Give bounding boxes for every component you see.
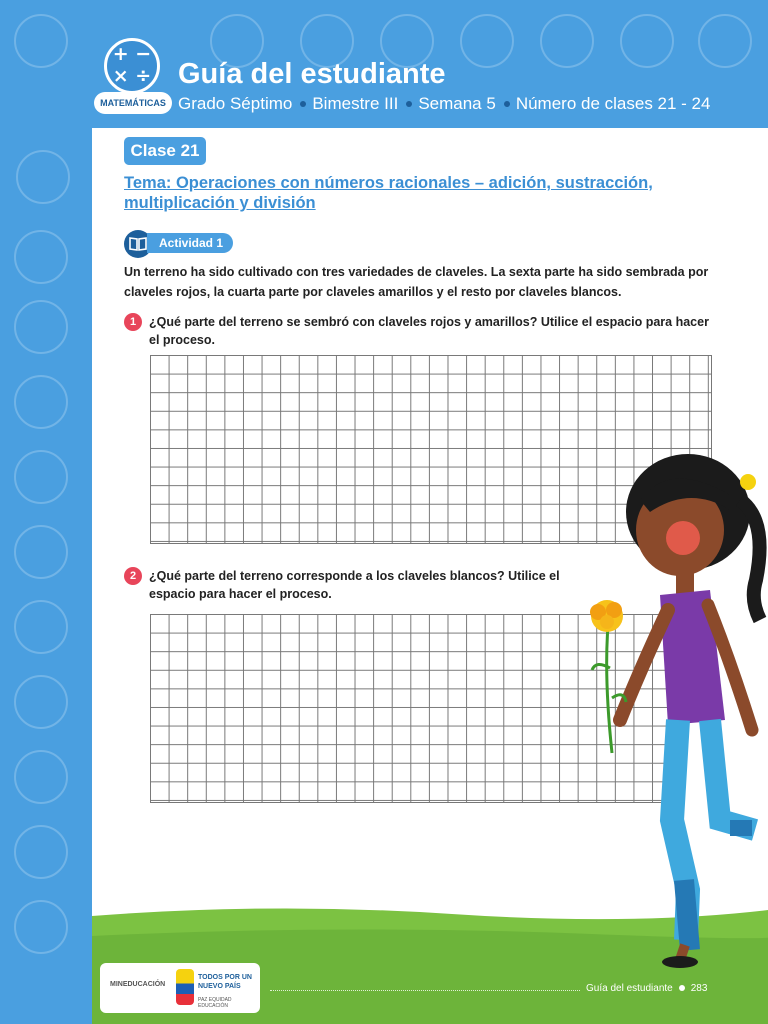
subject-label: MATEMÁTICAS bbox=[94, 92, 172, 114]
separator-dot bbox=[406, 101, 412, 107]
mineducacion-logo: MINEDUCACIÓN bbox=[110, 981, 166, 988]
page-title: Guía del estudiante bbox=[178, 58, 446, 90]
colombia-flag-icon bbox=[176, 969, 194, 1005]
calculator-icon bbox=[14, 900, 68, 954]
activity-label: Actividad 1 bbox=[147, 233, 233, 253]
week-label: Semana 5 bbox=[418, 94, 496, 113]
compass-icon bbox=[14, 450, 68, 504]
compass-icon bbox=[14, 825, 68, 879]
footer-label bbox=[586, 983, 707, 994]
class-badge: Clase 21 bbox=[124, 137, 206, 165]
topic-heading: Tema: Operaciones con números racionales – adición, sustracción, multiplicación y división bbox=[124, 174, 653, 212]
chart-icon bbox=[14, 14, 68, 68]
separator-dot bbox=[300, 101, 306, 107]
footer-logos bbox=[100, 963, 260, 1013]
question-text: ¿Qué parte del terreno se sembró con claveles rojos y amarillos? Utilice el espacio para hacer el proceso. bbox=[149, 315, 709, 347]
todos-por-un-nuevo-pais-logo: TODOS POR UN NUEVO PAÍS bbox=[198, 974, 252, 990]
question-number: 2 bbox=[124, 567, 142, 585]
chart-icon bbox=[14, 525, 68, 579]
grade-label: Grado Séptimo bbox=[178, 94, 293, 113]
footer-divider bbox=[270, 990, 580, 991]
activity-intro: Un terreno ha sido cultivado con tres variedades de claveles. La sexta parte ha sido sembrada por claveles rojos, la cuarta parte por claveles amarillos y el resto por claveles blancos. bbox=[124, 265, 709, 299]
ruler-icon bbox=[14, 300, 68, 354]
page-number: 283 bbox=[690, 983, 708, 994]
cube-icon bbox=[14, 675, 68, 729]
separator-dot bbox=[504, 101, 510, 107]
triangle-ruler-icon bbox=[14, 750, 68, 804]
calculator-icon bbox=[14, 375, 68, 429]
question-number: 1 bbox=[124, 313, 142, 331]
classes-label: Número de clases 21 - 24 bbox=[515, 94, 711, 113]
logo-tagline: PAZ EQUIDAD EDUCACIÓN bbox=[198, 997, 232, 1009]
footer-guide-label: Guía del estudiante bbox=[586, 983, 673, 994]
header bbox=[92, 0, 768, 128]
question-text: ¿Qué parte del terreno corresponde a los claveles blancos? Utilice el espacio para hacer el proceso. bbox=[149, 569, 560, 601]
term-label: Bimestre III bbox=[312, 94, 399, 113]
pie-chart-icon bbox=[16, 150, 70, 204]
separator-dot bbox=[679, 985, 685, 991]
cube-icon bbox=[14, 230, 68, 284]
sqrt-icon bbox=[14, 600, 68, 654]
math-operations-icon: + − × ÷ bbox=[104, 38, 160, 94]
subtitle bbox=[178, 94, 710, 114]
flower-icon bbox=[584, 598, 630, 758]
